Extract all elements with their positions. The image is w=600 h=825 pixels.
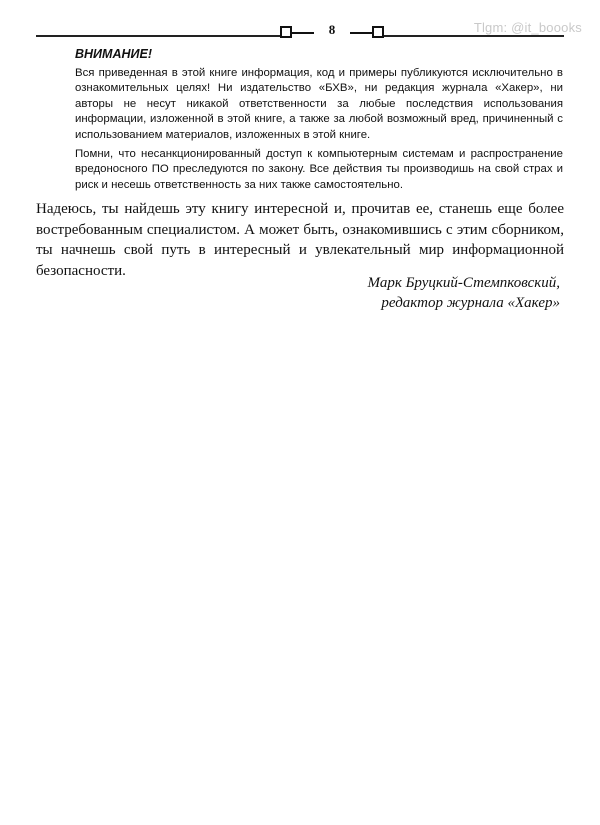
page-number: 8 — [328, 22, 336, 37]
notice-paragraph: Вся приведенная в этой книге информация, код и примеры публикуются исключительно в ознакомительных целях! Ни издательство «БХВ», ни редакция журнала «Хакер», ни авторы не несут никакой ответственности за любые последствия использования информации, изложенной в этой книге, а также за любой возможный вред, причиненный с использованием материалов, изложенных в этой книге. — [75, 66, 563, 141]
warning-notice — [75, 47, 563, 193]
square-ornament-icon — [372, 26, 384, 38]
dash-ornament — [350, 32, 372, 34]
body-paragraph: Надеюсь, ты найдешь эту книгу интересной и, прочитав ее, станешь еще более востребованным специалистом. А может быть, ознакомившись с этим сборником, ты начнешь свой путь в интересный и увлекательный мир информационной безопасности. — [36, 201, 564, 279]
watermark: Tlgm: @it_boooks — [473, 20, 582, 35]
notice-title: ВНИМАНИЕ! — [75, 47, 153, 61]
signature-role: редактор журнала «Хакер» — [381, 295, 560, 311]
signature-name: Марк Бруцкий-Стемпковский, — [367, 275, 560, 291]
square-ornament-icon — [280, 26, 292, 38]
notice-paragraph: Помни, что несанкционированный доступ к компьютерным системам и распространение вредоносного ПО преследуются по закону. Все действия ты производишь на свой страх и риск и несешь ответственность за них также самостоятельно. — [75, 147, 563, 191]
signature — [368, 273, 560, 313]
body-text — [36, 199, 564, 281]
dash-ornament — [292, 32, 314, 34]
page-number-ornament — [280, 22, 384, 40]
